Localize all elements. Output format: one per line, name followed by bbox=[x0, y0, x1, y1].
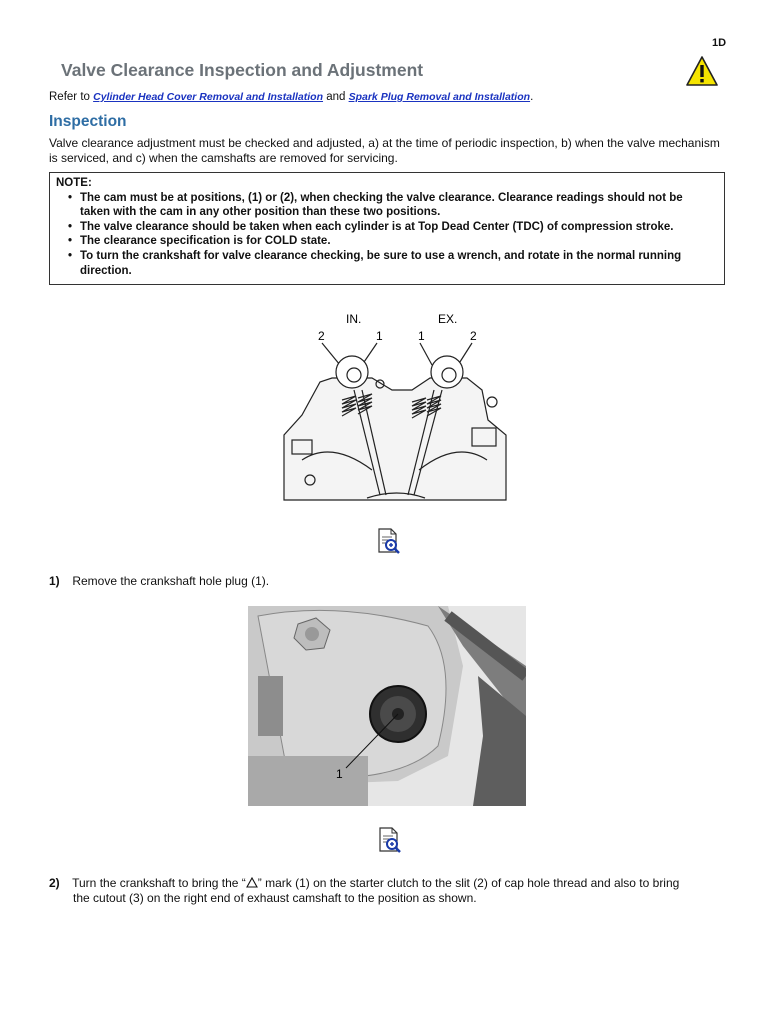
step-text-before: Turn the crankshaft to bring the “ bbox=[72, 876, 246, 890]
step-text: Remove the crankshaft hole plug (1). bbox=[72, 574, 270, 588]
note-list bbox=[56, 191, 718, 279]
note-box bbox=[49, 172, 725, 285]
page-label: 1D bbox=[712, 37, 727, 49]
callout-ex-2: 2 bbox=[470, 329, 477, 343]
step-1 bbox=[49, 574, 269, 589]
zoom-document-icon[interactable] bbox=[377, 528, 401, 554]
triangle-mark-icon bbox=[246, 877, 258, 888]
callout-in-1: 1 bbox=[376, 329, 383, 343]
refer-suffix: . bbox=[530, 91, 534, 103]
note-label: NOTE: bbox=[56, 177, 92, 189]
step-number: 1) bbox=[49, 574, 60, 588]
spark-plug-link[interactable]: Spark Plug Removal and Installation bbox=[348, 91, 531, 103]
refer-prefix: Refer to bbox=[49, 91, 94, 103]
note-item: • The clearance specification is for COLD state. bbox=[56, 234, 718, 249]
cylinder-head-diagram bbox=[262, 310, 512, 510]
note-item: • To turn the crankshaft for valve clearance checking, be sure to use a wrench, and rotate in the normal running direction. bbox=[56, 249, 718, 278]
label-in: IN. bbox=[346, 312, 362, 326]
callout-in-2: 2 bbox=[318, 329, 325, 343]
note-item: • The cam must be at positions, (1) or (2), when checking the valve clearance. Clearance readings should not be taken with the cam in any other position than these two positions. bbox=[56, 191, 718, 220]
photo-callout-1: 1 bbox=[336, 767, 343, 781]
refer-middle: and bbox=[323, 91, 349, 103]
step-text-cont: the cutout (3) on the right end of exhaust camshaft to the position as shown. bbox=[73, 891, 477, 905]
step-text-after: ” mark (1) on the starter clutch to the slit (2) of cap hole thread and also to bring bbox=[257, 876, 680, 890]
label-ex: EX. bbox=[438, 312, 458, 326]
page-title: Valve Clearance Inspection and Adjustment bbox=[61, 60, 424, 80]
step-number: 2) bbox=[49, 876, 60, 890]
warning-triangle-icon bbox=[686, 56, 718, 86]
callout-ex-1: 1 bbox=[418, 329, 425, 343]
refer-line bbox=[49, 91, 533, 103]
section-heading: Inspection bbox=[49, 113, 127, 130]
intro-paragraph: Valve clearance adjustment must be checked and adjusted, a) at the time of periodic inspection, b) when the valve mechanism is serviced, and c) when the camshafts are removed for servicing. bbox=[49, 136, 720, 165]
note-item: • The valve clearance should be taken when each cylinder is at Top Dead Center (TDC) of compression stroke. bbox=[56, 220, 718, 235]
cylinder-head-cover-link[interactable]: Cylinder Head Cover Removal and Installation bbox=[93, 91, 324, 103]
step-2 bbox=[49, 876, 729, 906]
crankshaft-hole-plug-photo bbox=[248, 606, 526, 806]
zoom-document-icon[interactable] bbox=[378, 827, 402, 853]
